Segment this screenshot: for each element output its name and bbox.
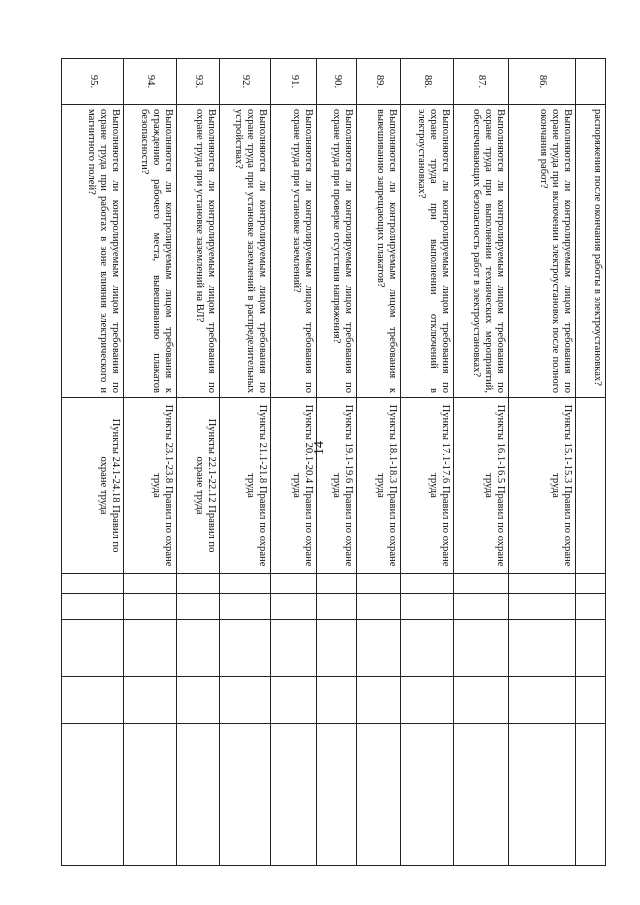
answer-cell [124,594,177,620]
row-number: 91. [271,59,317,105]
table-row [177,59,220,866]
answer-cell [454,677,509,724]
answer-cell [271,620,317,677]
note-cell [177,724,220,866]
question-text: Выполняются ли контролируемым лицом требования по охране труда при выполнении технических мероприятий, обеспечивающих безопасность работ в электроустановках? [454,105,509,398]
question-text: Выполняются ли контролируемым лицом требования по охране труда при установке заземлений в распределительных устройствах? [220,105,271,398]
table-row [357,59,401,866]
answer-cell [271,574,317,594]
checklist-table [61,58,606,866]
row-number: 94. [124,59,177,105]
answer-cell [401,594,454,620]
note-cell [271,724,317,866]
answer-cell [271,677,317,724]
page-number: 14 [312,441,327,455]
note-cell [509,724,576,866]
table-row [220,59,271,866]
row-number: 95. [62,59,124,105]
reference-text: Пункты 22.1-22.12 Правил по охране труда [177,398,220,574]
answer-cell [357,574,401,594]
answer-cell [401,574,454,594]
reference-text: Пункты 15.1-15.3 Правил по охране труда [509,398,576,574]
row-number: 89. [357,59,401,105]
answer-cell [124,574,177,594]
answer-cell [177,677,220,724]
answer-cell [124,677,177,724]
row-number: 90. [317,59,357,105]
answer-cell [357,620,401,677]
continuation-text: распоряжения после окончания работы в электроустановках? [576,105,606,398]
checklist-table-rotated [62,58,606,865]
answer-cell [62,594,124,620]
answer-cell [454,574,509,594]
reference-text: Пункты 21.1-21.8 Правил по охране труда [220,398,271,574]
answer-cell [271,594,317,620]
answer-cell [509,620,576,677]
answer-cell [509,677,576,724]
reference-text: Пункты 18.1-18.3 Правил по охране труда [357,398,401,574]
answer-cell [509,594,576,620]
reference-text: Пункты 16.1-16.5 Правил по охране труда [454,398,509,574]
table-row [509,59,576,866]
question-text: Выполняются ли контролируемым лицом требования к вывешиванию запрещающих плакатов? [357,105,401,398]
table-row [401,59,454,866]
row-number: 92. [220,59,271,105]
question-text: Выполняются ли контролируемым лицом требования по охране труда при установке заземлений на ВЛ? [177,105,220,398]
question-text: Выполняются ли контролируемым лицом требования по охране труда при проверке отсутствия напряжения? [317,105,357,398]
answer-cell [317,594,357,620]
question-text: Выполняются ли контролируемым лицом требования по охране труда при включении электроустановок после полного окончания работ? [509,105,576,398]
answer-cell [454,594,509,620]
table-row [454,59,509,866]
question-text: Выполняются ли контролируемым лицом требования по охране труда при выполнении отключений в электроустановках? [401,105,454,398]
note-cell [62,724,124,866]
question-text: Выполняются ли контролируемым лицом требования по охране труда при работах в зоне влияния электрического и магнитного полей? [62,105,124,398]
note-cell [124,724,177,866]
note-cell [357,724,401,866]
row-number: 88. [401,59,454,105]
answer-cell [62,574,124,594]
answer-cell [317,620,357,677]
answer-cell [357,594,401,620]
answer-cell [317,677,357,724]
answer-cell [177,574,220,594]
table-row [317,59,357,866]
answer-cell [124,620,177,677]
question-text: Выполняются ли контролируемым лицом требования к ограждению рабочего места, вывешиванию плакатов безопасности? [124,105,177,398]
table-row [62,59,124,866]
question-text: Выполняются ли контролируемым лицом требования по охране труда при установке заземлений? [271,105,317,398]
answer-cell [509,574,576,594]
note-cell [454,724,509,866]
answer-cell [220,677,271,724]
note-cell [317,724,357,866]
table-row [271,59,317,866]
answer-cell [454,620,509,677]
reference-text: Пункты 19.1-19.6 Правил по охране труда [317,398,357,574]
row-number: 87. [454,59,509,105]
note-cell [220,724,271,866]
row-number: 93. [177,59,220,105]
answer-cell [220,620,271,677]
answer-cell [220,574,271,594]
answer-cell [357,677,401,724]
reference-text: Пункты 24.1-24.18 Правил по охране труда [62,398,124,574]
answer-cell [62,620,124,677]
answer-cell [220,594,271,620]
continuation-row [576,59,606,866]
answer-cell [401,620,454,677]
note-cell [401,724,454,866]
reference-text: Пункты 20.1-20.4 Правил по охране труда [271,398,317,574]
reference-text: Пункты 17.1-17.6 Правил по охране труда [401,398,454,574]
answer-cell [177,594,220,620]
answer-cell [177,620,220,677]
answer-cell [401,677,454,724]
table-row [124,59,177,866]
reference-text: Пункты 23.1-23.8 Правил по охране труда [124,398,177,574]
answer-cell [62,677,124,724]
number-cell [576,59,606,105]
answer-cell [317,574,357,594]
row-number: 86. [509,59,576,105]
